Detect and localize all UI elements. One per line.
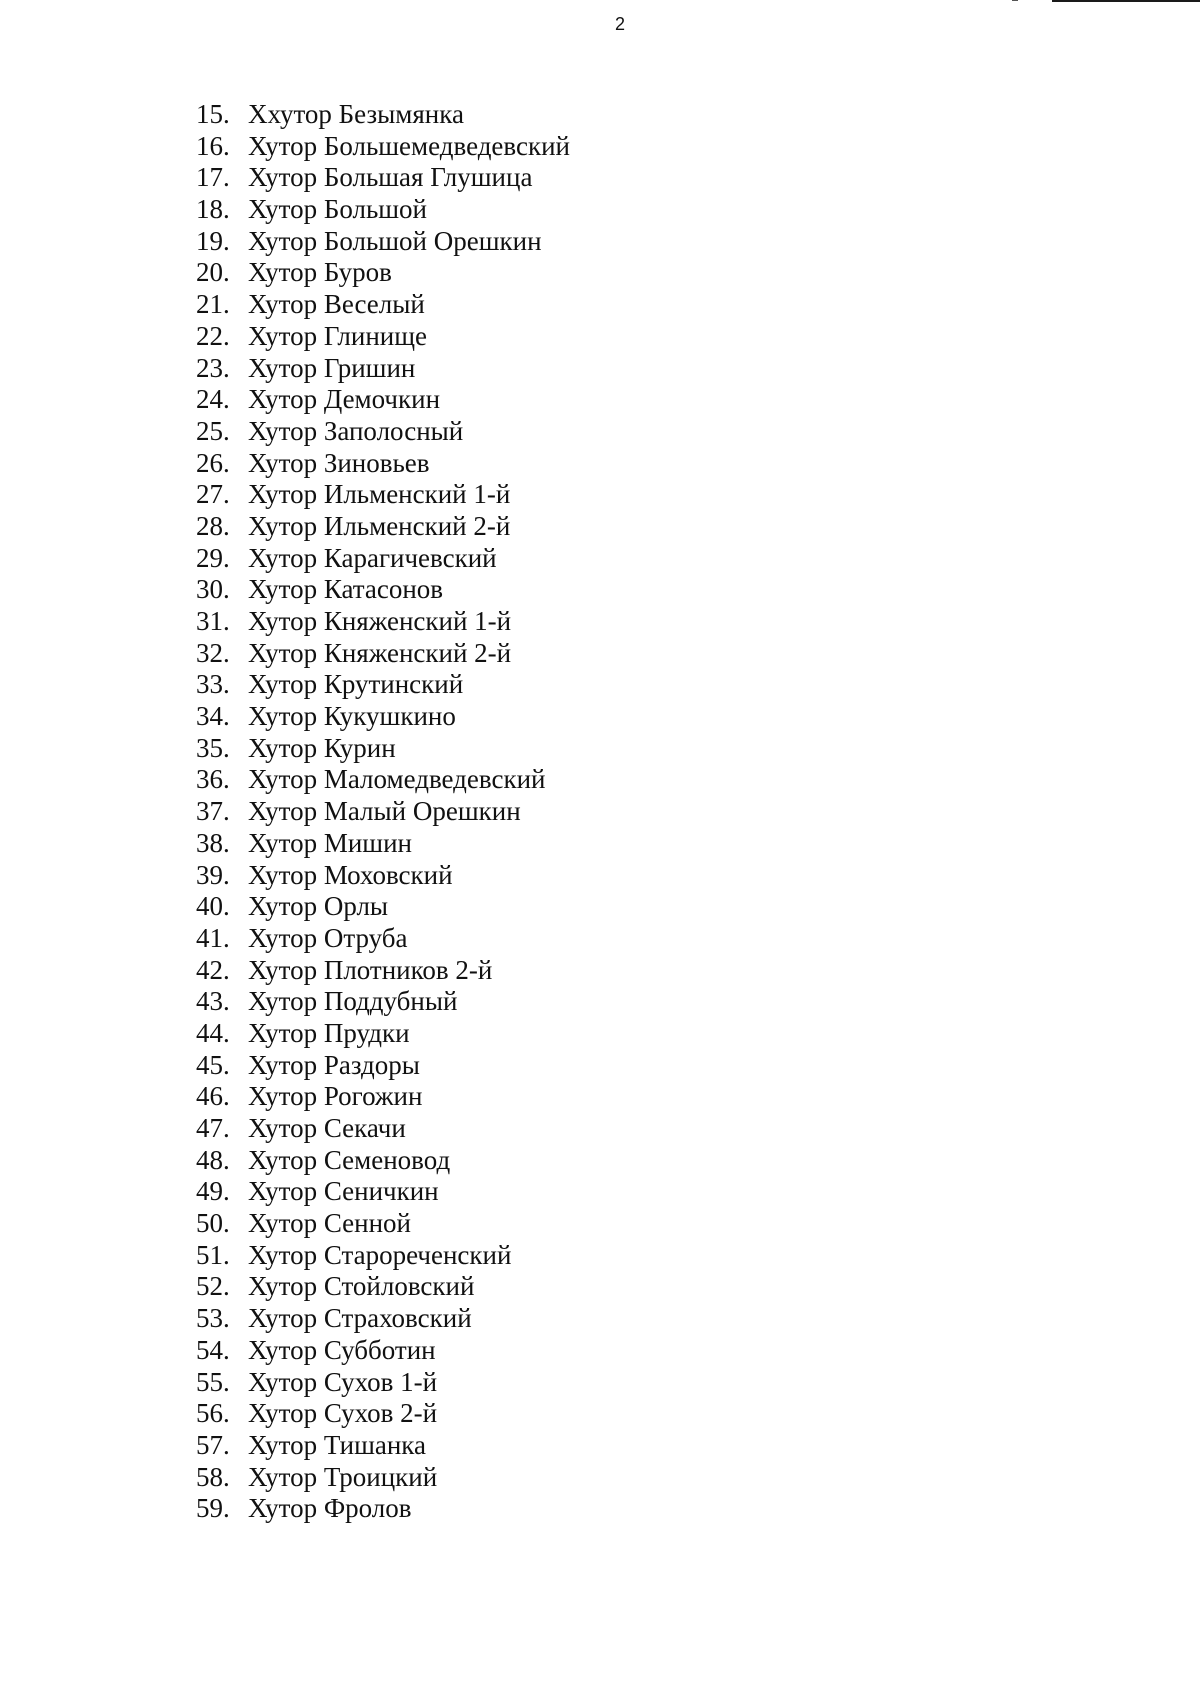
list-item [196,289,570,321]
list-item-text: Хутор Сенной [248,1208,411,1239]
list-item [196,1208,570,1240]
list-item-number: 25. [196,415,230,446]
list-item-number: 43. [196,986,230,1017]
list-item-number: 21. [196,289,230,320]
list-item-text: Хутор Сухов 2-й [248,1398,438,1429]
list-item-text: Хутор Катасонов [248,574,444,605]
list-item-number: 15. [196,99,230,129]
list-item [196,479,570,511]
list-item-number: 49. [196,1176,230,1207]
list-item-text: Хутор Тишанка [248,1429,427,1460]
list-item [196,353,570,385]
list-item-text: Хутор Старореченский [248,1239,512,1270]
list-item-text: Хутор Рогожин [248,1081,423,1112]
list-item-number: 22. [196,320,230,351]
list-item-text: Хутор Гришин [248,352,416,383]
list-item-text: Хутор Большая Глушица [248,162,533,193]
list-item [196,1367,570,1399]
list-item-text: Хутор Субботин [248,1334,436,1365]
list-item-text: Хутор Поддубный [248,986,458,1017]
list-item [196,321,570,353]
list-item-number: 28. [196,510,230,541]
list-item-text: Хутор Княженский 1-й [248,606,512,636]
list-item-text: Хутор Прудки [248,1017,410,1048]
list-item-number: 36. [196,764,230,795]
list-item-number: 58. [196,1461,230,1492]
list-item-text: Хутор Секачи [248,1113,406,1143]
list-item-number: 42. [196,954,230,985]
list-item [196,1176,570,1208]
list-item-number: 47. [196,1113,230,1143]
list-item [196,701,570,733]
list-item [196,1398,570,1430]
list-item-text: Хутор Троицкий [248,1461,438,1492]
list-item-text: Хутор Княженский 2-й [248,637,512,668]
list-item-number: 41. [196,922,230,953]
list-item [196,733,570,765]
list-item-text: Хутор Буров [248,257,392,288]
list-item [196,669,570,701]
list-item [196,416,570,448]
list-item-number: 59. [196,1493,230,1524]
list-item-number: 31. [196,606,230,636]
list-item-number: 37. [196,796,230,827]
list-item [196,194,570,226]
list-item-text: Хутор Мишин [248,827,412,858]
list-item-text: Ххутор Безымянка [248,99,464,129]
list-item-number: 17. [196,162,230,193]
list-item-text: Хутор Веселый [248,289,425,320]
list-item-number: 40. [196,891,230,922]
list-item [196,891,570,923]
list-item [196,574,570,606]
list-item [196,543,570,575]
list-item [196,796,570,828]
list-item-text: Хутор Стойловский [248,1271,475,1302]
list-item [196,764,570,796]
list-item-text: Хутор Большой [248,194,427,225]
list-item-text: Хутор Крутинский [248,669,464,700]
list-item-text: Хутор Раздоры [248,1049,420,1080]
list-item-text: Хутор Глинище [248,320,427,351]
list-item [196,860,570,892]
list-item [196,448,570,480]
list-item [196,257,570,289]
settlement-list [196,99,570,1525]
list-item-text: Хутор Страховский [248,1303,472,1334]
list-item [196,511,570,543]
list-item [196,638,570,670]
page-number: 2 [614,14,625,34]
list-item-number: 18. [196,194,230,225]
list-item [196,606,570,638]
list-item-number: 16. [196,130,230,161]
list-item [196,1462,570,1494]
list-item [196,1145,570,1177]
scan-artifact-dot [1012,0,1018,1]
list-item [196,226,570,258]
list-item [196,1081,570,1113]
list-item [196,1335,570,1367]
list-item-number: 20. [196,257,230,288]
list-item-number: 34. [196,701,230,732]
list-item-text: Хутор Демочкин [248,384,441,415]
list-item-number: 52. [196,1271,230,1302]
list-item-number: 24. [196,384,230,415]
list-item-text: Хутор Большой Орешкин [248,225,542,256]
list-item-number: 45. [196,1049,230,1080]
list-item-text: Хутор Зиновьев [248,447,430,478]
list-item-number: 26. [196,447,230,478]
list-item-number: 48. [196,1144,230,1175]
list-item-number: 51. [196,1239,230,1270]
list-item-text: Хутор Курин [248,732,396,763]
list-item-text: Хутор Фролов [248,1493,412,1524]
list-item [196,1018,570,1050]
list-item [196,1271,570,1303]
list-item-number: 57. [196,1429,230,1460]
list-item-text: Хутор Сеничкин [248,1176,439,1207]
list-item [196,1113,570,1145]
list-item-number: 55. [196,1366,230,1397]
list-item-text: Хутор Семеновод [248,1144,451,1175]
list-item [196,131,570,163]
list-item [196,1240,570,1272]
list-item [196,1430,570,1462]
list-item-text: Хутор Большемедведевский [248,130,571,161]
list-item-number: 33. [196,669,230,700]
list-item-number: 35. [196,732,230,763]
list-item [196,384,570,416]
list-item-number: 54. [196,1334,230,1365]
list-item-text: Хутор Плотников 2-й [248,954,493,985]
list-item-text: Хутор Заполосный [248,415,464,446]
list-item-number: 56. [196,1398,230,1429]
list-item [196,986,570,1018]
list-item-number: 53. [196,1303,230,1334]
list-item-number: 50. [196,1208,230,1239]
list-item-text: Хутор Маломедведевский [248,764,546,795]
list-item-number: 39. [196,859,230,890]
list-item-number: 32. [196,637,230,668]
list-item [196,1493,570,1525]
list-item [196,955,570,987]
list-item-text: Хутор Ильменский 2-й [248,510,511,541]
list-item-number: 38. [196,827,230,858]
list-item-text: Хутор Кукушкино [248,701,456,732]
list-item-text: Хутор Малый Орешкин [248,796,521,827]
list-item-number: 30. [196,574,230,605]
list-item [196,99,570,131]
list-item [196,828,570,860]
list-item-number: 29. [196,542,230,573]
list-item-text: Хутор Отруба [248,922,408,953]
list-item [196,1050,570,1082]
list-item-text: Хутор Карагичевский [248,542,497,573]
list-item [196,1303,570,1335]
list-item-number: 19. [196,225,230,256]
list-item-text: Хутор Ильменский 1-й [248,479,511,510]
list-item-number: 23. [196,352,230,383]
scan-edge-line [1052,0,1200,2]
list-item-number: 44. [196,1017,230,1048]
list-item-text: Хутор Орлы [248,891,389,922]
list-item [196,162,570,194]
list-item-number: 46. [196,1081,230,1112]
list-item-text: Хутор Сухов 1-й [248,1366,438,1397]
list-item-text: Хутор Моховский [248,859,453,890]
list-item-number: 27. [196,479,230,510]
list-item [196,923,570,955]
